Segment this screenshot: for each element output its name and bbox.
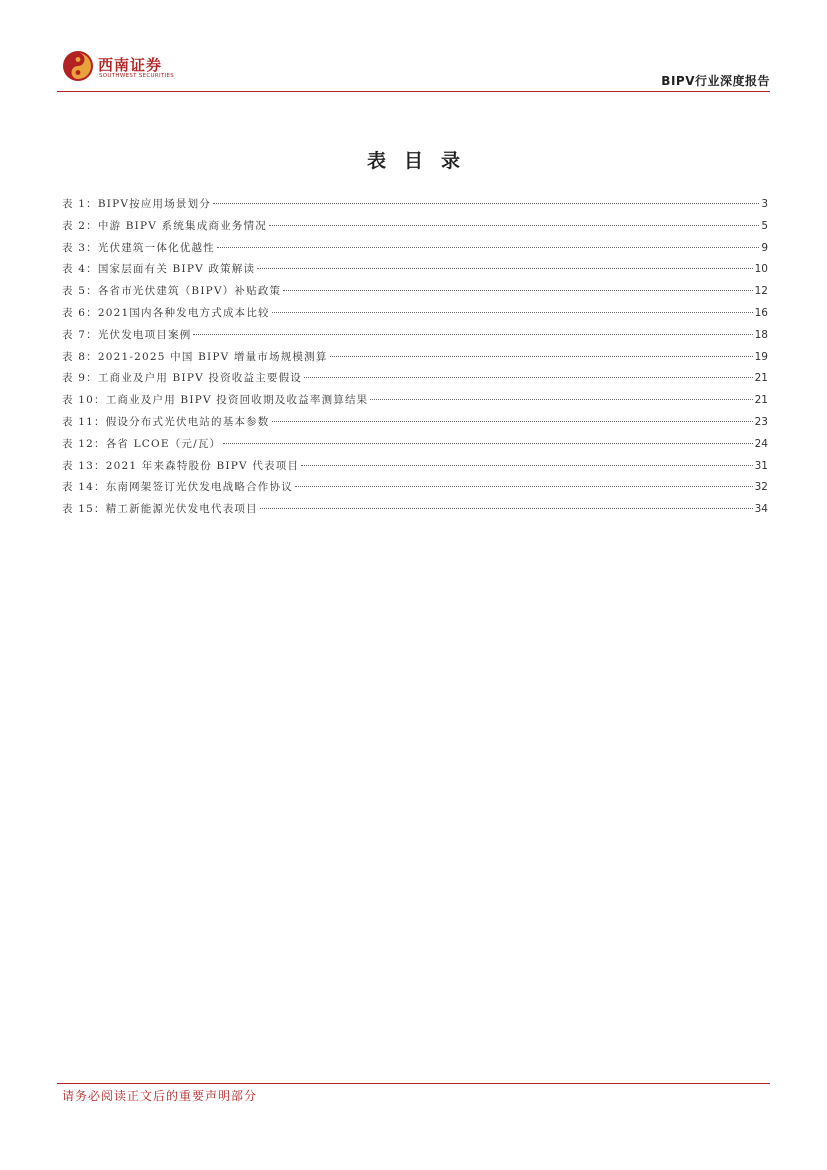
toc-leader-dots (269, 225, 759, 226)
toc-entry[interactable] (62, 283, 768, 305)
toc-heading: 表目录 (366, 150, 478, 172)
toc-entry[interactable] (62, 458, 768, 480)
company-logo (62, 50, 182, 84)
toc-entry-page: 18 (754, 328, 768, 341)
toc-entry[interactable] (62, 349, 768, 371)
toc-entry-label: 表 2：中游 BIPV 系统集成商业务情况 (62, 219, 267, 232)
toc-entry-label: 表 8：2021-2025 中国 BIPV 增量市场规模测算 (62, 350, 328, 363)
toc-leader-dots (283, 290, 752, 291)
toc-entry-label: 表 13：2021 年来森特股份 BIPV 代表项目 (62, 459, 300, 472)
toc-leader-dots (213, 203, 759, 204)
toc-leader-dots (217, 247, 759, 248)
toc-leader-dots (370, 399, 752, 400)
toc-leader-dots (304, 377, 753, 378)
toc-entry-page: 3 (761, 198, 768, 210)
toc-leader-dots (223, 443, 752, 444)
table-of-tables (62, 196, 768, 523)
toc-leader-dots (193, 334, 752, 335)
toc-entry[interactable] (62, 305, 768, 327)
toc-entry-label: 表 3：光伏建筑一体化优越性 (62, 241, 215, 254)
toc-leader-dots (301, 465, 752, 466)
toc-leader-dots (295, 486, 753, 487)
footer-disclaimer: 请务必阅读正文后的重要声明部分 (62, 1089, 258, 1103)
toc-leader-dots (260, 508, 753, 509)
toc-entry-page: 5 (761, 219, 768, 232)
logo-english-name: SOUTHWEST SECURITIES (99, 73, 175, 79)
toc-entry-page: 21 (754, 394, 768, 407)
toc-entry[interactable] (62, 436, 768, 458)
toc-entry-label: 表 10：工商业及户用 BIPV 投资回收期及收益率测算结果 (62, 394, 369, 407)
toc-entry-label: 表 14：东南网架签订光伏发电战略合作协议 (62, 481, 293, 494)
toc-entry-page: 19 (754, 350, 768, 363)
toc-entry-label: 表 11：假设分布式光伏电站的基本参数 (62, 415, 270, 428)
toc-entry-page: 9 (761, 241, 768, 254)
toc-entry-label: 表 6：2021国内各种发电方式成本比较 (62, 306, 270, 319)
toc-entry-page: 21 (754, 372, 768, 385)
toc-entry[interactable] (62, 392, 768, 414)
toc-leader-dots (330, 356, 753, 357)
toc-entry[interactable] (62, 414, 768, 436)
logo-emblem-icon (62, 50, 94, 82)
toc-entry-label: 表 12：各省 LCOE（元/瓦） (62, 437, 222, 450)
toc-entry-page: 10 (754, 263, 768, 276)
header-divider (57, 91, 770, 92)
toc-entry[interactable] (62, 240, 768, 262)
toc-entry[interactable] (62, 218, 768, 240)
toc-entry-page: 16 (754, 306, 768, 319)
toc-entry-page: 34 (754, 503, 768, 516)
toc-entry-label: 表 7：光伏发电项目案例 (62, 328, 192, 341)
report-title: BIPV行业深度报告 (661, 74, 770, 88)
toc-entry-label: 表 9：工商业及户用 BIPV 投资收益主要假设 (62, 372, 303, 385)
toc-entry[interactable] (62, 196, 768, 218)
toc-leader-dots (272, 312, 753, 313)
toc-leader-dots (257, 268, 752, 269)
toc-entry-label: 表 15：精工新能源光伏发电代表项目 (62, 503, 258, 516)
toc-entry-page: 12 (754, 285, 768, 298)
toc-entry[interactable] (62, 479, 768, 501)
toc-entry-label: 表 1：BIPV按应用场景划分 (62, 198, 212, 210)
toc-leader-dots (272, 421, 753, 422)
toc-entry-label: 表 5：各省市光伏建筑（BIPV）补贴政策 (62, 285, 282, 298)
toc-entry[interactable] (62, 501, 768, 523)
toc-entry-page: 23 (754, 415, 768, 428)
toc-entry-page: 24 (754, 437, 768, 450)
toc-entry[interactable] (62, 327, 768, 349)
toc-entry-label: 表 4：国家层面有关 BIPV 政策解读 (62, 263, 256, 276)
logo-chinese-name: 西南证券 (98, 56, 163, 74)
toc-entry[interactable] (62, 370, 768, 392)
footer-divider (57, 1083, 770, 1084)
toc-entry-page: 31 (754, 459, 768, 472)
toc-entry[interactable] (62, 261, 768, 283)
toc-entry-page: 32 (754, 481, 768, 494)
